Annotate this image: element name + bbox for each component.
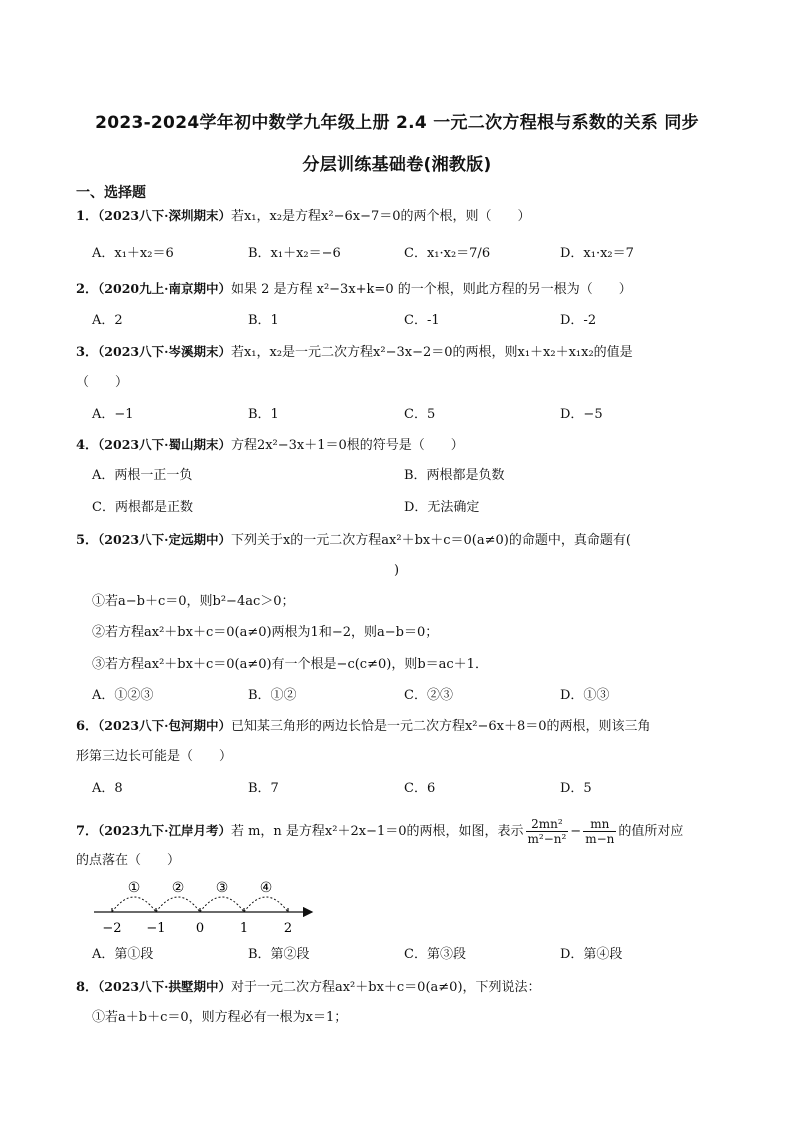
q5-continuation: ) xyxy=(394,563,400,578)
q3-option-d: D．−5 xyxy=(560,407,603,422)
q2-option-a: A．2 xyxy=(92,313,123,328)
q1-option-d: D．x₁·x₂＝7 xyxy=(560,246,634,261)
q5-option-a: A．①②③ xyxy=(92,688,154,703)
question-8: 8．（2023八下·拱墅期中）对于一元二次方程ax²＋bx＋c＝0(a≠0)，下列说法： xyxy=(76,979,541,995)
q5-statement-1: ①若a−b＋c＝0，则b²−4ac＞0； xyxy=(92,594,295,609)
q7-option-a: A．第①段 xyxy=(92,947,154,962)
q2-option-b: B．1 xyxy=(248,313,279,328)
q7-option-c: C．第③段 xyxy=(404,947,466,962)
q8-statement-1: ①若a＋b＋c＝0，则方程必有一根为x＝1； xyxy=(92,1010,348,1025)
number-line-tick-label: 0 xyxy=(195,921,205,936)
q3-option-c: C．5 xyxy=(404,407,436,422)
number-line-segment-arc xyxy=(156,897,200,912)
question-1: 1．（2023八下·深圳期末）若x₁，x₂是方程x²−6x−7＝0的两个根，则（ ） xyxy=(76,208,531,224)
question-5: 5．（2023八下·定远期中）下列关于x的一元二次方程ax²＋bx＋c＝0(a≠0)的命题中，真命题有( xyxy=(76,532,631,548)
q1-option-c: C．x₁·x₂＝7/6 xyxy=(404,246,491,261)
q6-option-a: A．8 xyxy=(92,781,123,796)
question-6: 6．（2023八下·包河期中）已知某三角形的两边长恰是一元二次方程x²−6x＋8＝0的两根，则该三角 xyxy=(76,718,651,734)
q7-continuation: 的点落在（ ） xyxy=(76,853,181,868)
title-line-1: 2023-2024学年初中数学九年级上册 2.4 一元二次方程根与系数的关系 同步 xyxy=(95,113,699,133)
question-3: 3．（2023八下·岑溪期末）若x₁，x₂是一元二次方程x²−3x−2＝0的两根，则x₁＋x₂＋x₁x₂的值是 xyxy=(76,344,633,360)
number-line-segment-arc xyxy=(200,897,244,912)
section-heading: 一、选择题 xyxy=(76,185,146,201)
q7-number-line xyxy=(92,878,322,936)
q4-option-b: B．两根都是负数 xyxy=(404,468,505,483)
q6-option-d: D．5 xyxy=(560,781,592,796)
q5-statement-2: ②若方程ax²＋bx＋c＝0(a≠0)两根为1和−2，则a−b＝0； xyxy=(92,625,439,640)
q4-option-d: D．无法确定 xyxy=(404,500,480,515)
number-line-tick-label: −2 xyxy=(102,921,122,936)
q6-option-b: B．7 xyxy=(248,781,279,796)
number-line-segment-label: ④ xyxy=(259,880,273,896)
q6-option-c: C．6 xyxy=(404,781,436,796)
question-2: 2．（2020九上·南京期中）如果 2 是方程 x²−3x+k=0 的一个根，则此方程的另一根为（ ） xyxy=(76,281,632,297)
number-line-segment-label: ③ xyxy=(215,880,229,896)
number-line-tick-label: 2 xyxy=(283,921,293,936)
q2-option-d: D．-2 xyxy=(560,313,597,328)
q4-option-c: C．两根都是正数 xyxy=(92,500,193,515)
number-line-tick-label: −1 xyxy=(146,921,166,936)
number-line-tick-label: 1 xyxy=(239,921,249,936)
q7-fraction-1: $\frac{\text{2mn²}}{\text{m²−n²}}$ xyxy=(527,817,567,846)
q5-option-d: D．①③ xyxy=(560,688,610,703)
number-line-segment-label: ① xyxy=(127,880,141,896)
q3-option-a: A．−1 xyxy=(92,407,134,422)
q1-option-a: A．x₁＋x₂＝6 xyxy=(92,246,174,261)
q6-continuation: 形第三边长可能是（ ） xyxy=(76,749,233,764)
q5-option-b: B．①② xyxy=(248,688,297,703)
q5-statement-3: ③若方程ax²＋bx＋c＝0(a≠0)有一个根是−c(c≠0)，则b＝ac＋1． xyxy=(92,657,488,672)
q7-fraction-2: $\frac{mn}{m-n}$ xyxy=(585,817,615,846)
q3-option-b: B．1 xyxy=(248,407,279,422)
question-7: 7．（2023九下·江岸月考）若 m，n 是方程x²＋2x−1＝0的两根，如图，表示 $\frac{\text{2mn²}}{\text{m²−n²}}$ − $\frac{mn}{m-n}$ 的值所对应 xyxy=(76,817,684,846)
q2-option-c: C．-1 xyxy=(404,313,440,328)
q7-option-d: D．第④段 xyxy=(560,947,623,962)
q1-option-b: B．x₁＋x₂＝−6 xyxy=(248,246,341,261)
q3-continuation: （ ） xyxy=(76,375,129,390)
question-4: 4．（2023八下·蜀山期末）方程2x²−3x＋1＝0根的符号是（ ） xyxy=(76,437,464,453)
q7-option-b: B．第②段 xyxy=(248,947,310,962)
q4-option-a: A．两根一正一负 xyxy=(92,468,193,483)
number-line-segment-arc xyxy=(112,897,156,912)
number-line-segment-label: ② xyxy=(171,880,185,896)
q5-option-c: C．②③ xyxy=(404,688,453,703)
title-line-2: 分层训练基础卷(湘教版) xyxy=(302,155,492,175)
number-line-segment-arc xyxy=(244,897,288,912)
